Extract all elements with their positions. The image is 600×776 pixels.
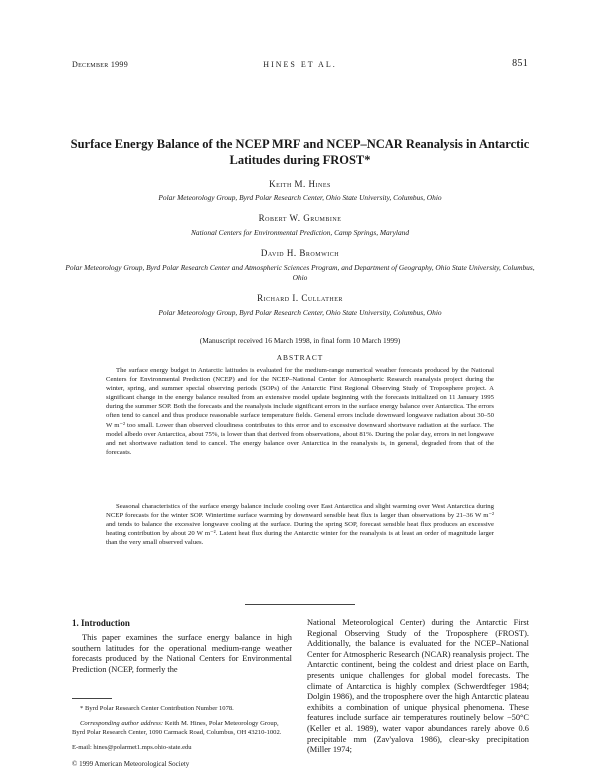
- abstract-heading: ABSTRACT: [276, 353, 324, 362]
- author-affiliation: Polar Meteorology Group, Byrd Polar Research Center, Ohio State University, Columbus, Ohio: [158, 308, 442, 317]
- copyright-notice: © 1999 American Meteorological Society: [72, 760, 190, 768]
- running-header-date: December 1999: [72, 60, 129, 69]
- author-name: Keith M. Hines: [269, 179, 331, 189]
- author-name: Richard I. Cullather: [257, 293, 343, 303]
- corresponding-address: Keith M. Hines, Polar Meteorology Group, Byrd Polar Research Center, 1090 Carmack Road, Columbus, OH 43210-1002.: [72, 720, 282, 736]
- footnote-email: E-mail: hines@polarmet1.mps.ohio-state.edu: [72, 744, 192, 751]
- manuscript-dates: (Manuscript received 16 March 1998, in final form 10 March 1999): [199, 336, 401, 345]
- running-header-authors: HINES ET AL.: [263, 60, 337, 69]
- footnote-rule: [72, 698, 112, 699]
- author-affiliation: Polar Meteorology Group, Byrd Polar Research Center, Ohio State University, Columbus, Ohio: [158, 193, 442, 202]
- abstract-paragraph: The surface energy budget in Antarctic latitudes is evaluated for the medium-range numerical weather forecasts produced by the National Centers for Environmental Prediction (NCEP) and for the NCEP–National Center for Atmospheric Research reanalysis project during the winter, spring, and summer special observing periods (SOPs) of the Antarctic First Regional Observing Study of Troposphere project. A significant change in the energy balance resulted from an extensive model update beginning with the forecasts initialized on 11 January 1995 during the summer SOP. Both the forecasts and the reanalysis include significant errors in the surface energy balance over Antarctica. The errors often tend to cancel and thus produce reasonable surface temperature fields. General errors include downward longwave radiation about 30–50 W m⁻² too small. Lower than observed cloudiness contributes to this error and to excessive downward shortwave radiation at the surface. The model albedo over Antarctica, about 75%, is lower than that derived from observations, about 81%. During the polar day, errors in net longwave and net shortwave radiation tend to cancel. The energy balance over Antarctica in the reanalysis is, in general, degraded from that of the forecasts.: [106, 367, 494, 456]
- author-name: Robert W. Grumbine: [258, 213, 342, 223]
- author-affiliation: Polar Meteorology Group, Byrd Polar Research Center and Atmospheric Sciences Program, and Department of Geography, Ohio State University, Columbus, Ohio: [65, 263, 535, 282]
- footnote-contribution: * Byrd Polar Research Center Contribution Number 1078.: [80, 705, 234, 712]
- author-name: David H. Bromwich: [260, 248, 340, 258]
- section-divider: [245, 604, 355, 605]
- intro-paragraph-left: This paper examines the surface energy balance in high southern latitudes for the operational medium-range weather forecasts produced by the National Centers for Environmental Prediction (NCEP, formerly the: [72, 633, 292, 674]
- page-number: 851: [512, 58, 528, 69]
- author-affiliation: National Centers for Environmental Prediction, Camp Springs, Maryland: [190, 228, 410, 237]
- abstract-paragraph: Seasonal characteristics of the surface energy balance include cooling over East Antarctica and slight warming over West Antarctica during NCEP forecasts for the winter SOP. Wintertime surface warming by downward sensible heat flux is larger than observations by 21–36 W m⁻² and tends to balance the excessive longwave cooling at the surface. During the spring SOP, forecast sensible heat flux produces an excessive heating contribution by about 20 W m⁻². Latent heat flux during the Antarctic winter for the reanalysis is at least an order of magnitude larger than the very small observed values.: [106, 503, 494, 547]
- intro-paragraph-right: National Meteorological Center) during the Antarctic First Regional Observing Study of the Troposphere (FROST). Additionally, the balance is evaluated for the NCEP–National Center for Atmospheric Research (NCAR) reanalysis project. The Antarctic continent, being the coldest and driest place on Earth, presents unique challenges for global model forecasts. The climate of Antarctica is highly complex (Schwerdtfeger 1984; Dolgin 1986), and the troposphere over the high Antarctic plateau exhibits a combination of unique physical phenomena. These features include surface air temperatures routinely below −50°C (Keller et al. 1989), water vapor abundances rarely above 0.6 precipitable mm (Zav'yalova 1986), clear-sky precipitation (Miller 1974;: [307, 618, 529, 755]
- paper-title: Surface Energy Balance of the NCEP MRF and NCEP–NCAR Reanalysis in Antarctic Latitudes during FROST*: [70, 137, 530, 167]
- corresponding-label: Corresponding author address:: [80, 720, 164, 727]
- section-heading: 1. Introduction: [72, 618, 130, 628]
- footnote-corresponding: [72, 720, 292, 737]
